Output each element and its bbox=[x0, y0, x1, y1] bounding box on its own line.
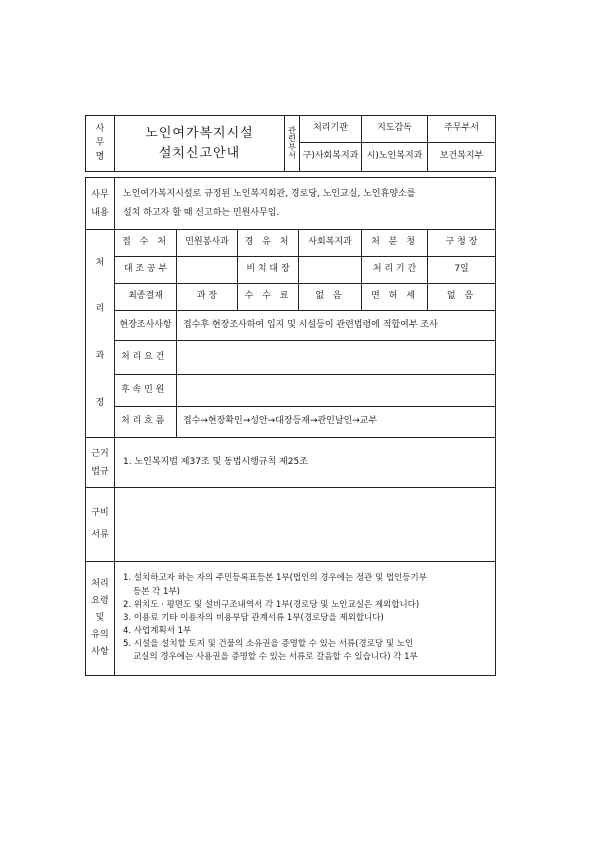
content-label: 사무 내용 bbox=[86, 178, 115, 230]
law-text: 1. 노인복지법 제37조 및 동법시행규칙 제25조 bbox=[115, 438, 496, 488]
via-label: 경 유 처 bbox=[238, 230, 299, 257]
notes-item-1-cont: 등본 각 1부) bbox=[133, 586, 180, 597]
title-line-1: 노인여가복지시설 bbox=[145, 126, 254, 141]
process-label: 처 리 과 정 bbox=[86, 230, 115, 438]
processing-period-label: 처 리 기 간 bbox=[362, 257, 428, 284]
fee-label: 수 수 료 bbox=[238, 284, 299, 311]
final-approval-label: 최종결재 bbox=[115, 284, 177, 311]
site-inspection-value: 접수후 현장조사하여 입지 및 시설등이 관련법령에 적합여부 조사 bbox=[177, 311, 496, 341]
value-supervision: 시)노인복지과 bbox=[362, 143, 428, 172]
ledger-value bbox=[299, 257, 362, 284]
requirements-value bbox=[177, 341, 496, 375]
fee-value: 없 음 bbox=[299, 284, 362, 311]
document-title bbox=[115, 116, 285, 172]
disposition-label: 처 분 청 bbox=[362, 230, 428, 257]
title-line-2: 설치신고안내 bbox=[158, 145, 241, 161]
ledger-label: 비 치 대 장 bbox=[238, 257, 299, 284]
content-line-1: 노인여가복지시설로 규정된 노인복지회관, 경로당, 노인교실, 노인휴양소를 bbox=[123, 188, 416, 199]
final-approval-value: 과 장 bbox=[177, 284, 238, 311]
notes-list bbox=[115, 562, 496, 676]
notes-item-2: 2. 위치도 · 평면도 및 설비구조내역서 각 1부(경로당 및 노인교실은 제외합니다) bbox=[123, 599, 420, 610]
documents-label: 구비 서류 bbox=[86, 488, 115, 562]
documents-value bbox=[115, 488, 496, 562]
license-tax-value: 없 음 bbox=[428, 284, 496, 311]
related-dept-label: 관 련 부 서 bbox=[285, 116, 300, 172]
license-tax-label: 면 허 세 bbox=[362, 284, 428, 311]
notes-item-1: 1. 설치하고자 하는 자의 주민등록표등본 1부(법인의 경우에는 정관 및 법인등기부 bbox=[123, 573, 427, 584]
content-line-2: 설치 하고자 할 때 신고하는 민원사무임. bbox=[123, 207, 280, 218]
notes-item-5: 5. 시설을 설치할 토지 및 건물의 소유권을 증명할 수 있는 서류(경로당 및 노인 bbox=[123, 639, 414, 650]
process-flow-value: 접수→현장확인→성안→대장등재→관인날인→교부 bbox=[177, 407, 496, 438]
col-processing-agency: 처리기관 bbox=[300, 116, 362, 143]
reference-register-label: 대 조 공 부 bbox=[115, 257, 177, 284]
col-supervision: 지도감독 bbox=[362, 116, 428, 143]
notes-label: 처리 요령 및 유의 사항 bbox=[86, 562, 115, 676]
main-table bbox=[85, 177, 496, 676]
col-main-dept: 주무부서 bbox=[428, 116, 496, 143]
disposition-value: 구 청 장 bbox=[428, 230, 496, 257]
follow-up-label: 후 속 민 원 bbox=[115, 375, 177, 407]
via-value: 사회복지과 bbox=[299, 230, 362, 257]
law-label: 근거 법규 bbox=[86, 438, 115, 488]
processing-period-value: 7일 bbox=[428, 257, 496, 284]
notes-item-5-cont: 교실의 경우에는 사용권을 증명할 수 있는 서류로 갈음할 수 있습니다) 각 1부 bbox=[133, 652, 418, 663]
value-main-dept: 보건복지부 bbox=[428, 143, 496, 172]
reception-label: 접 수 처 bbox=[115, 230, 177, 257]
notes-item-4: 4. 사업계획서 1부 bbox=[123, 626, 192, 637]
requirements-label: 처 리 요 건 bbox=[115, 341, 177, 375]
process-flow-label: 처 리 흐 름 bbox=[115, 407, 177, 438]
content-text bbox=[115, 178, 496, 230]
office-name-label: 사 무 명 bbox=[86, 116, 115, 172]
reference-register-value bbox=[177, 257, 238, 284]
follow-up-value bbox=[177, 375, 496, 407]
reception-value: 민원봉사과 bbox=[177, 230, 238, 257]
value-processing-agency: 구)사회복지과 bbox=[300, 143, 362, 172]
notes-item-3: 3. 이용료 기타 이용자의 비용부담 관계서류 1부(경로당을 제외합니다) bbox=[123, 612, 384, 623]
header-table bbox=[85, 115, 496, 172]
site-inspection-label: 현장조사사항 bbox=[115, 311, 177, 341]
